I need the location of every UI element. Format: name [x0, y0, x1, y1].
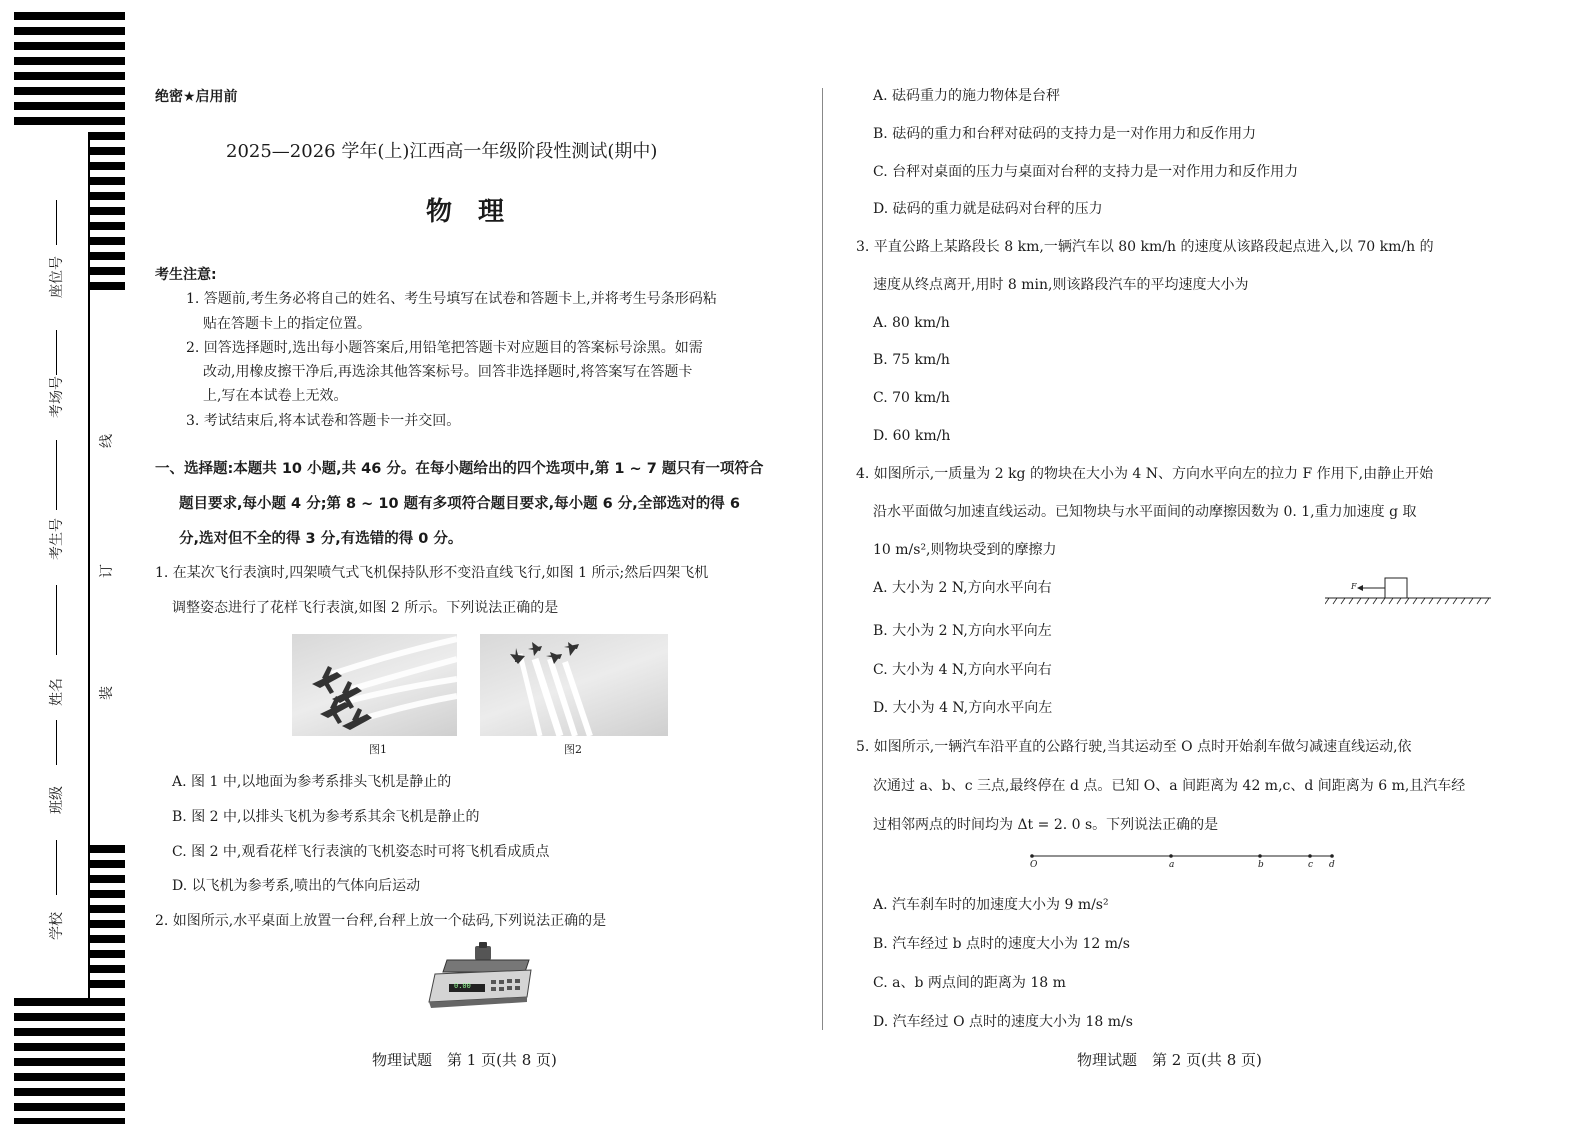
section-1-line-1: 一、选择题:本题共 10 小题,共 46 分。在每小题给出的四个选项中,第 1 ~ 7 题只有一项符合: [155, 461, 764, 477]
cut-mark-line: 线: [99, 434, 115, 448]
point-a: a: [1169, 860, 1175, 870]
q5-option-a: A. 汽车刹车时的加速度大小为 9 m/s²: [873, 897, 1109, 913]
class-label: 班级: [49, 786, 65, 814]
road-points-figure: [1028, 850, 1338, 874]
q2-stem: 2. 如图所示,水平桌面上放置一台秤,台秤上放一个砝码,下列说法正确的是: [155, 913, 607, 929]
q4-stem-1: 4. 如图所示,一质量为 2 kg 的物块在大小为 4 N、方向水平向左的拉力 F 作用下,由静止开始: [856, 466, 1434, 482]
exam-title: 2025—2026 学年(上)江西高一年级阶段性测试(期中): [226, 141, 658, 162]
q5-option-d: D. 汽车经过 O 点时的速度大小为 18 m/s: [873, 1014, 1133, 1030]
cut-mark-bind: 装: [99, 686, 115, 700]
footer-right: 物理试题 第 2 页(共 8 页): [1077, 1051, 1262, 1069]
q4-option-b: B. 大小为 2 N,方向水平向左: [873, 623, 1052, 639]
scale-drawing: [425, 942, 537, 1012]
point-o: O: [1030, 860, 1038, 870]
name-label: 姓名: [49, 678, 65, 706]
notice-item-2: 2. 回答选择题时,选出每小题答案后,用铅笔把答题卡对应题目的答案标号涂黑。如需: [186, 340, 703, 356]
notice-title: 考生注意:: [155, 267, 217, 283]
section-1-line-3: 分,选对但不全的得 3 分,有选错的得 0 分。: [179, 531, 463, 547]
q1-option-a: A. 图 1 中,以地面为参考系排头飞机是静止的: [172, 774, 452, 790]
point-d: d: [1329, 860, 1335, 870]
subject-title: 物 理: [426, 197, 505, 227]
block-force-figure: [1325, 574, 1493, 608]
q5-option-c: C. a、b 两点间的距离为 18 m: [873, 975, 1066, 991]
figure-1-caption: 图1: [369, 743, 387, 756]
jets-formation-image: [292, 634, 457, 736]
seat-number-label: 座位号: [49, 256, 65, 298]
scale-figure: [425, 942, 537, 1012]
q2-option-b: B. 砝码的重力和台秤对砝码的支持力是一对作用力和反作用力: [873, 126, 1257, 142]
q5-option-b: B. 汽车经过 b 点时的速度大小为 12 m/s: [873, 936, 1130, 952]
q3-stem-2: 速度从终点离开,用时 8 min,则该路段汽车的平均速度大小为: [873, 277, 1249, 293]
q3-option-a: A. 80 km/h: [873, 315, 950, 331]
point-c: c: [1308, 860, 1314, 870]
q4-stem-2: 沿水平面做匀加速直线运动。已知物块与水平面间的动摩擦因数为 0. 1,重力加速度 g 取: [873, 504, 1417, 520]
notice-item-2-cont: 改动,用橡皮擦干净后,再选涂其他答案标号。回答非选择题时,将答案写在答题卡: [203, 364, 693, 380]
q1-stem-2: 调整姿态进行了花样飞行表演,如图 2 所示。下列说法正确的是: [172, 600, 559, 616]
q4-option-a: A. 大小为 2 N,方向水平向右: [873, 580, 1052, 596]
figure-2-photo: [480, 634, 668, 736]
q2-option-d: D. 砝码的重力就是砝码对台秤的压力: [873, 201, 1103, 217]
scale-display: 0.00: [454, 982, 471, 990]
candidate-number-label: 考生号: [49, 518, 65, 560]
section-1-line-2: 题目要求,每小题 4 分;第 8 ~ 10 题有多项符合题目要求,每小题 6 分,全部选对的得 6: [179, 496, 740, 512]
q2-option-c: C. 台秤对桌面的压力与桌面对台秤的支持力是一对作用力和反作用力: [873, 164, 1299, 180]
exam-room-label: 考场号: [49, 376, 65, 418]
footer-left: 物理试题 第 1 页(共 8 页): [372, 1051, 557, 1069]
confidential-mark: 绝密★启用前: [155, 89, 238, 105]
q1-stem-1: 1. 在某次飞行表演时,四架喷气式飞机保持队形不变沿直线飞行,如图 1 所示;然后四架飞机: [155, 565, 709, 581]
q5-stem-1: 5. 如图所示,一辆汽车沿平直的公路行驶,当其运动至 O 点时开始刹车做匀减速直线运动,依: [856, 739, 1412, 755]
figure-2-caption: 图2: [564, 743, 582, 756]
q3-option-b: B. 75 km/h: [873, 352, 950, 368]
notice-item-2-cont2: 上,写在本试卷上无效。: [203, 388, 348, 404]
q5-stem-3: 过相邻两点的时间均为 Δt = 2. 0 s。下列说法正确的是: [873, 817, 1219, 833]
notice-item-1: 1. 答题前,考生务必将自己的姓名、考生号填写在试卷和答题卡上,并将考生号条形码粘: [186, 291, 717, 307]
q3-stem-1: 3. 平直公路上某路段长 8 km,一辆汽车以 80 km/h 的速度从该路段起点进入,以 70 km/h 的: [856, 239, 1434, 255]
q1-option-b: B. 图 2 中,以排头飞机为参考系其余飞机是静止的: [172, 809, 480, 825]
notice-item-3: 3. 考试结束后,将本试卷和答题卡一并交回。: [186, 413, 461, 429]
q3-option-c: C. 70 km/h: [873, 390, 950, 406]
q1-option-c: C. 图 2 中,观看花样飞行表演的飞机姿态时可将飞机看成质点: [172, 844, 550, 860]
jets-aerobatics-image: [480, 634, 668, 736]
q4-option-c: C. 大小为 4 N,方向水平向右: [873, 662, 1052, 678]
column-divider: [822, 88, 823, 1030]
point-b: b: [1258, 860, 1264, 870]
notice-item-1-cont: 贴在答题卡上的指定位置。: [203, 316, 371, 332]
q1-option-d: D. 以飞机为参考系,喷出的气体向后运动: [172, 878, 421, 894]
q5-stem-2: 次通过 a、b、c 三点,最终停在 d 点。已知 O、a 间距离为 42 m,c、d 间距离为 6 m,且汽车经: [873, 778, 1466, 794]
q2-option-a: A. 砝码重力的施力物体是台秤: [873, 88, 1061, 104]
force-label: F: [1351, 582, 1357, 591]
q4-option-d: D. 大小为 4 N,方向水平向左: [873, 700, 1053, 716]
block-force-drawing: [1325, 574, 1493, 608]
q4-stem-3: 10 m/s²,则物块受到的摩擦力: [873, 542, 1057, 558]
road-line-drawing: [1028, 850, 1338, 874]
cut-mark-staple: 订: [99, 564, 115, 578]
q3-option-d: D. 60 km/h: [873, 428, 951, 444]
figure-1-photo: [292, 634, 457, 736]
school-label: 学校: [49, 912, 65, 940]
